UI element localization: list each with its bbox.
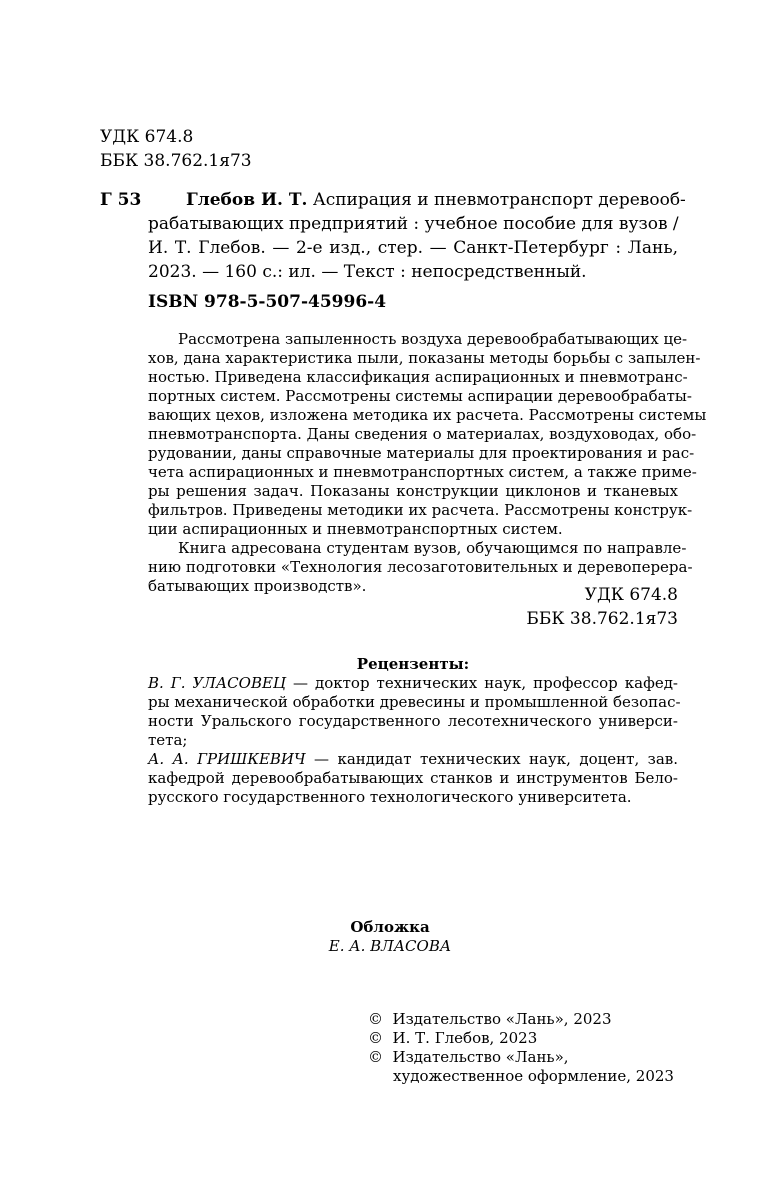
cover-designer: Е. А. ВЛАСОВА bbox=[328, 937, 452, 955]
udk-code-footer: УДК 674.8 bbox=[584, 585, 678, 605]
reviewer-1-line-3: ности Уральского государственного лесотехнического универси- bbox=[148, 712, 678, 730]
cover-credit bbox=[290, 918, 490, 956]
reviewers-heading: Рецензенты: bbox=[356, 655, 470, 673]
citation-continuation bbox=[148, 212, 678, 284]
citation-line-1: Глебов И. Т. Аспирация и пневмотранспорт деревооб- bbox=[186, 190, 686, 210]
annotation-line: ции аспирационных и пневмотранспортных систем. bbox=[148, 520, 563, 538]
annotation-line: Рассмотрена запыленность воздуха деревообрабатывающих це- bbox=[178, 330, 688, 348]
copyright-line-1: © Издательство «Лань», 2023 bbox=[368, 1010, 612, 1028]
reviewer-2-line-2: кафедрой деревообрабатывающих станков и инструментов Бело- bbox=[148, 769, 678, 787]
reviewer-2-line-1: А. А. ГРИШКЕВИЧ — кандидат технических наук, доцент, зав. bbox=[148, 750, 678, 768]
annotation bbox=[148, 330, 707, 596]
copyright-block bbox=[368, 1010, 688, 1086]
annotation-line: портных систем. Рассмотрены системы аспирации деревообрабаты- bbox=[148, 387, 692, 405]
annotation-line: чета аспирационных и пневмотранспортных систем, а также приме- bbox=[148, 463, 697, 481]
annotation-line: нию подготовки «Технология лесозаготовительных и деревоперера- bbox=[148, 558, 693, 576]
reviewer-1-line-4: тета; bbox=[148, 731, 188, 749]
reviewer-2-line-3: русского государственного технологического университета. bbox=[148, 788, 632, 806]
annotation-line: ностью. Приведена классификация аспирационных и пневмотранс- bbox=[148, 368, 688, 386]
annotation-line: ры решения задач. Показаны конструкции циклонов и тканевых bbox=[148, 482, 678, 500]
copyright-icon: © bbox=[368, 1048, 383, 1066]
annotation-line: Книга адресована студентам вузов, обучающимся по направле- bbox=[178, 539, 687, 557]
isbn: ISBN 978-5-507-45996-4 bbox=[148, 292, 387, 312]
annotation-line: рудовании, даны справочные материалы для проектирования и рас- bbox=[148, 444, 695, 462]
citation-line-4: 2023. — 160 с.: ил. — Текст : непосредственный. bbox=[148, 262, 587, 282]
bbk-code: ББК 38.762.1я73 bbox=[100, 151, 252, 171]
citation-line-3: И. Т. Глебов. — 2-е изд., стер. — Санкт-Петербург : Лань, bbox=[148, 238, 678, 258]
reviewers-block bbox=[148, 655, 681, 807]
copyright-line-4: художественное оформление, 2023 bbox=[393, 1067, 674, 1085]
annotation-line: фильтров. Приведены методики их расчета. Рассмотрены конструк- bbox=[148, 501, 693, 519]
reviewer-2-name: А. А. ГРИШКЕВИЧ bbox=[148, 750, 306, 768]
copyright-icon: © bbox=[368, 1029, 383, 1047]
annotation-line: пневмотранспорта. Даны сведения о материалах, воздуховодах, обо- bbox=[148, 425, 697, 443]
top-classification bbox=[100, 125, 252, 173]
author-mark: Г 53 bbox=[100, 190, 142, 210]
citation-author: Глебов И. Т. bbox=[186, 190, 308, 210]
copyright-line-3: © Издательство «Лань», bbox=[368, 1048, 569, 1066]
bibliographic-record bbox=[148, 188, 686, 284]
annotation-line: батывающих производств». bbox=[148, 577, 367, 595]
footer-classification bbox=[400, 583, 678, 631]
reviewer-1-name: В. Г. УЛАСОВЕЦ bbox=[148, 674, 287, 692]
udk-code: УДК 674.8 bbox=[100, 127, 194, 147]
copyright-line-2: © И. Т. Глебов, 2023 bbox=[368, 1029, 538, 1047]
cover-heading: Обложка bbox=[350, 918, 430, 936]
citation-line-2: рабатывающих предприятий : учебное пособие для вузов / bbox=[148, 214, 679, 234]
annotation-line: хов, дана характеристика пыли, показаны методы борьбы с запылен- bbox=[148, 349, 701, 367]
reviewer-1-line-1: В. Г. УЛАСОВЕЦ — доктор технических наук, профессор кафед- bbox=[148, 674, 678, 692]
reviewer-1-line-2: ры механической обработки древесины и промышленной безопас- bbox=[148, 693, 681, 711]
bbk-code-footer: ББК 38.762.1я73 bbox=[526, 609, 678, 629]
annotation-line: вающих цехов, изложена методика их расчета. Рассмотрены системы bbox=[148, 406, 707, 424]
copyright-icon: © bbox=[368, 1010, 383, 1028]
